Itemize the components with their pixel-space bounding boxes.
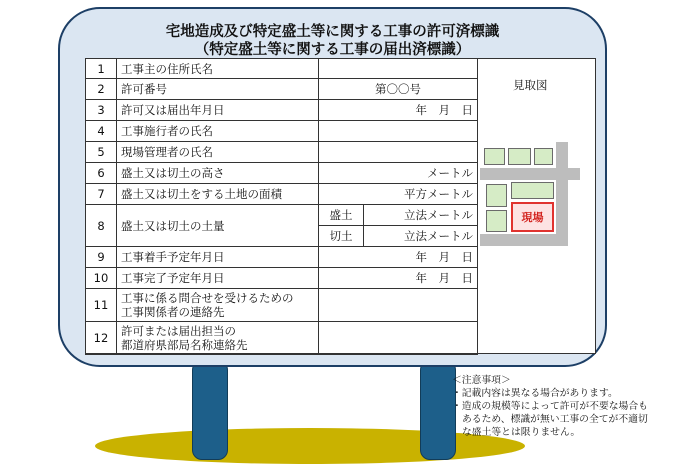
row-label: 盛土又は切土の高さ <box>117 163 319 184</box>
notes-item: ・造成の規模等によって許可が不要な場合も <box>452 401 648 412</box>
site-map <box>478 140 596 252</box>
row-label <box>117 322 319 355</box>
row-number: 12 <box>86 322 117 355</box>
sign-subtitle: （特定盛土等に関する工事の届出済標識） <box>194 42 471 58</box>
row-number: 6 <box>86 163 117 184</box>
table-row <box>86 268 478 289</box>
table-row <box>86 121 478 142</box>
map-lot <box>508 148 531 165</box>
row-label: 盛土又は切土の土量 <box>117 205 319 247</box>
road-bottom <box>480 234 568 246</box>
row-label: 工事着手予定年月日 <box>117 247 319 268</box>
row-label: 盛土又は切土をする土地の面積 <box>117 184 319 205</box>
row-label-line: 工事に係る問合せを受けるための <box>121 291 294 305</box>
row-value <box>319 142 478 163</box>
notes-item-continued: な盛土等とは限りません。 <box>462 427 581 438</box>
map-lot <box>486 210 507 232</box>
row-value: 年 月 日 <box>319 268 478 289</box>
table-row <box>86 184 478 205</box>
row-number: 11 <box>86 289 117 322</box>
row-value <box>319 322 478 355</box>
row-label-line: 都道府県部局名称連絡先 <box>121 338 248 352</box>
row-label-line: 工事関係者の連絡先 <box>121 305 225 319</box>
notes <box>452 374 697 439</box>
row-label: 許可番号 <box>117 79 319 100</box>
right-post <box>420 360 456 460</box>
row-label <box>117 289 319 322</box>
sub-label-cut: 切土 <box>319 226 364 247</box>
row-value <box>319 121 478 142</box>
table-row <box>86 205 478 226</box>
map-lot <box>534 148 553 165</box>
info-table <box>85 58 478 355</box>
sub-label-fill: 盛土 <box>319 205 364 226</box>
road-vertical <box>556 142 568 246</box>
row-number: 4 <box>86 121 117 142</box>
row-label: 工事完了予定年月日 <box>117 268 319 289</box>
map-lot <box>484 148 505 165</box>
notes-header: ＜注意事項＞ <box>452 375 511 386</box>
row-label: 現場管理者の氏名 <box>117 142 319 163</box>
row-value: 平方メートル <box>319 184 478 205</box>
table-row <box>86 59 478 79</box>
map-lot <box>486 184 507 207</box>
row-label: 工事主の住所氏名 <box>117 59 319 79</box>
sub-value-fill: 立法メートル <box>364 205 478 226</box>
row-number: 7 <box>86 184 117 205</box>
row-number: 8 <box>86 205 117 247</box>
row-value: メートル <box>319 163 478 184</box>
map-lot <box>511 182 554 199</box>
row-label: 工事施行者の氏名 <box>117 121 319 142</box>
left-post <box>192 360 228 460</box>
row-label-line: 許可または届出担当の <box>121 324 236 338</box>
table-row <box>86 322 478 355</box>
row-value <box>319 289 478 322</box>
row-label: 許可又は届出年月日 <box>117 100 319 121</box>
row-value <box>319 59 478 79</box>
table-row <box>86 79 478 100</box>
sub-value-cut: 立法メートル <box>364 226 478 247</box>
table-row <box>86 163 478 184</box>
map-title: 見取図 <box>513 78 548 92</box>
row-number: 3 <box>86 100 117 121</box>
notes-item-continued: あるため、標識が無い工事の全てが不適切 <box>462 414 648 425</box>
site-marker: 現場 <box>511 202 554 232</box>
row-number: 1 <box>86 59 117 79</box>
row-number: 10 <box>86 268 117 289</box>
notes-item: ・記載内容は異なる場合があります。 <box>452 388 618 399</box>
row-value: 第〇〇号 <box>319 79 478 100</box>
row-number: 5 <box>86 142 117 163</box>
row-value: 年 月 日 <box>319 100 478 121</box>
sign-title: 宅地造成及び特定盛土等に関する工事の許可済標識 <box>165 24 500 40</box>
table-row <box>86 247 478 268</box>
row-number: 9 <box>86 247 117 268</box>
table-row <box>86 289 478 322</box>
table-row <box>86 100 478 121</box>
row-value: 年 月 日 <box>319 247 478 268</box>
row-number: 2 <box>86 79 117 100</box>
table-row <box>86 142 478 163</box>
